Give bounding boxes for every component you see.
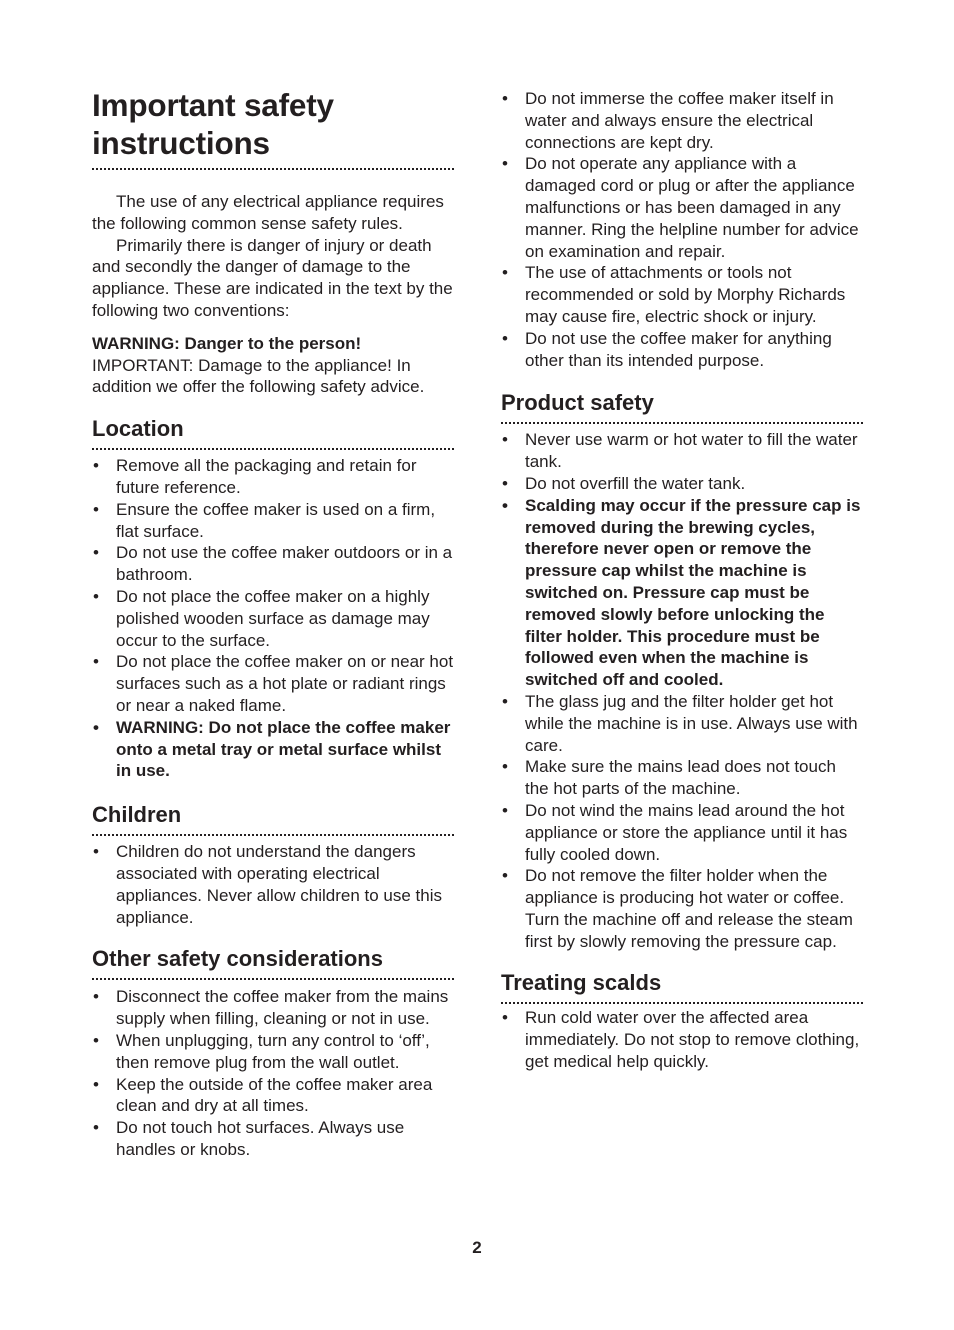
bullet-icon: • — [93, 652, 99, 672]
location-list — [92, 455, 454, 782]
bullet-icon: • — [93, 717, 99, 737]
important-convention: IMPORTANT: Damage to the appliance! In addition we offer the following safety advice. — [92, 355, 425, 397]
bullet-icon: • — [502, 866, 508, 886]
other-safety-heading: Other safety considerations — [92, 945, 454, 980]
list-item: • Do not remove the filter holder when the appliance is producing hot water or coffee. Turn the machine off and release the steam first by slowly removing the pressure cap. — [502, 866, 853, 951]
list-item: • Do not immerse the coffee maker itself in water and always ensure the electrical connections are kept dry. — [502, 89, 834, 152]
bullet-icon: • — [502, 757, 508, 777]
bullet-icon: • — [502, 89, 508, 108]
treating-scalds-list — [501, 1007, 863, 1072]
product-safety-section — [501, 389, 863, 952]
list-item: • Do not use the coffee maker outdoors or in a bathroom. — [93, 543, 453, 585]
list-item: • Run cold water over the affected area immediately. Do not stop to remove clothing, get medical help quickly. — [502, 1008, 860, 1072]
list-item-warning: • Scalding may occur if the pressure cap is removed during the brewing cycles, therefore never open or remove the pressure cap whilst the machine is switched on. Pressure cap must be removed slowly before unlocking the filter holder. This procedure must be followed even when the machine is switched off and cooled. — [502, 495, 861, 690]
list-item: • Do not operate any appliance with a damaged cord or plug or after the appliance malfunctions or has been damaged in any manner. Ring the helpline number for advice on examination and repair. — [502, 154, 859, 261]
list-item: • The use of attachments or tools not recommended or sold by Morphy Richards may cause fire, electric shock or injury. — [502, 263, 846, 326]
list-item: • Disconnect the coffee maker from the mains supply when filling, cleaning or not in use. — [93, 987, 449, 1029]
treating-scalds-heading: Treating scalds — [501, 969, 863, 1004]
children-list — [92, 841, 454, 928]
bullet-icon: • — [502, 1008, 508, 1028]
product-safety-list — [501, 429, 863, 952]
list-item: • Do not overfill the water tank. — [502, 473, 746, 493]
page-title: Important safety instructions — [92, 86, 454, 170]
bullet-icon: • — [93, 586, 99, 606]
intro-section — [92, 191, 454, 398]
bullet-icon: • — [93, 987, 99, 1007]
page-number: 2 — [472, 1238, 482, 1257]
list-item-warning: • WARNING: Do not place the coffee maker onto a metal tray or metal surface whilst in use. — [93, 717, 451, 781]
list-item: • The glass jug and the filter holder get hot while the machine is in use. Always use with care. — [502, 691, 858, 755]
location-section — [92, 415, 454, 782]
list-item: • Do not wind the mains lead around the hot appliance or store the appliance until it has fully cooled down. — [502, 800, 848, 864]
bullet-icon: • — [502, 154, 508, 174]
left-column — [92, 86, 454, 1161]
bullet-icon: • — [93, 842, 99, 862]
bullet-icon: • — [502, 328, 508, 348]
other-safety-list — [92, 986, 454, 1160]
bullet-icon: • — [93, 1118, 99, 1138]
right-column — [501, 88, 863, 1073]
bullet-icon: • — [502, 691, 508, 711]
bullet-icon: • — [93, 1074, 99, 1094]
list-item: • Do not touch hot surfaces. Always use handles or knobs. — [93, 1118, 405, 1159]
intro-paragraph-2: Primarily there is danger of injury or death and secondly the danger of damage to the appliance. These are indicated in the text by the following two conventions: — [92, 235, 453, 320]
list-item: • Keep the outside of the coffee maker area clean and dry at all times. — [93, 1074, 433, 1116]
bullet-icon: • — [502, 263, 508, 283]
bullet-icon: • — [502, 800, 508, 820]
list-item: • Children do not understand the dangers associated with operating electrical appliances. Never allow children to use this appliance. — [93, 842, 443, 927]
bullet-icon: • — [93, 499, 99, 519]
children-heading: Children — [92, 801, 454, 836]
other-safety-list-continued — [501, 88, 863, 371]
bullet-icon: • — [93, 456, 99, 476]
location-heading: Location — [92, 415, 454, 450]
list-item: • Do not use the coffee maker for anything other than its intended purpose. — [502, 328, 832, 370]
list-item: • When unplugging, turn any control to ‘off’, then remove plug from the wall outlet. — [93, 1030, 430, 1072]
list-item: • Make sure the mains lead does not touch the hot parts of the machine. — [502, 757, 836, 799]
bullet-icon: • — [502, 495, 508, 515]
product-safety-heading: Product safety — [501, 389, 863, 424]
list-item: • Do not place the coffee maker on a highly polished wooden surface as damage may occur to the surface. — [93, 586, 430, 650]
bullet-icon: • — [93, 1030, 99, 1050]
bullet-icon: • — [502, 473, 508, 493]
treating-scalds-section — [501, 969, 863, 1072]
children-section — [92, 801, 454, 928]
list-item: • Ensure the coffee maker is used on a firm, flat surface. — [93, 499, 436, 541]
list-item: • Remove all the packaging and retain for future reference. — [93, 456, 417, 497]
bullet-icon: • — [502, 430, 508, 450]
list-item: • Never use warm or hot water to fill the water tank. — [502, 430, 858, 472]
intro-paragraph-1: The use of any electrical appliance requires the following common sense safety rules. — [92, 192, 444, 233]
bullet-icon: • — [93, 543, 99, 563]
warning-convention: WARNING: Danger to the person! — [92, 333, 362, 353]
other-safety-section — [92, 945, 454, 1160]
list-item: • Do not place the coffee maker on or near hot surfaces such as a hot plate or radiant rings or near a naked flame. — [93, 652, 454, 715]
